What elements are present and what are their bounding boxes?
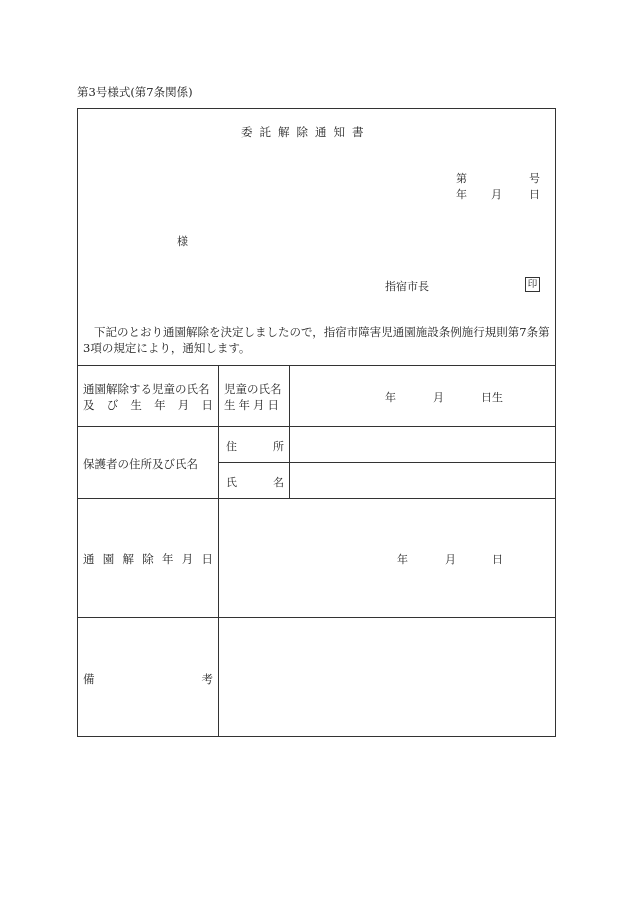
guardian-row-label: 保護者の住所及び氏名: [83, 457, 198, 471]
birth-year: 年: [385, 391, 396, 404]
child-row-label-line2: 及 び 生 年 月 日: [83, 398, 213, 412]
notice-body: [83, 324, 553, 356]
divider: [289, 365, 290, 498]
address-label: 住 所: [226, 440, 284, 453]
divider: [77, 365, 556, 366]
document-title: 委託解除通知書: [241, 125, 371, 139]
doc-number-prefix: 第: [456, 172, 467, 185]
issuer-title: 指宿市長: [385, 280, 429, 293]
release-year: 年: [397, 553, 408, 566]
addressee-suffix: 様: [177, 235, 188, 248]
release-month: 月: [445, 553, 456, 566]
birth-month: 月: [433, 391, 444, 404]
birth-date-label: 生年月日: [224, 398, 282, 412]
child-row-label: 通園解除する児童の氏名: [83, 382, 210, 396]
release-day: 日: [492, 553, 503, 566]
release-date-label: 通 園 解 除 年 月 日: [83, 552, 213, 566]
seal-mark: 印: [525, 277, 540, 292]
notice-body-text: 下記のとおり通園解除を決定しましたので，指宿市障害児通園施設条例施行規則第7条第3項の規定により，通知します。: [83, 325, 550, 355]
form-number: 第3号様式(第7条関係): [77, 85, 193, 99]
birth-day: 日生: [481, 391, 503, 404]
date-month: 月: [491, 188, 502, 201]
doc-number-suffix: 号: [529, 172, 540, 185]
child-name-label: 児童の氏名: [224, 382, 282, 396]
divider: [218, 462, 556, 463]
date-year: 年: [456, 188, 467, 201]
divider: [77, 498, 556, 499]
divider: [77, 617, 556, 618]
guardian-name-label: 氏 名: [226, 476, 284, 489]
date-day: 日: [529, 188, 540, 201]
remarks-label: 備 考: [83, 672, 213, 686]
divider: [218, 365, 219, 737]
form-frame: [77, 108, 556, 737]
divider: [77, 426, 556, 427]
